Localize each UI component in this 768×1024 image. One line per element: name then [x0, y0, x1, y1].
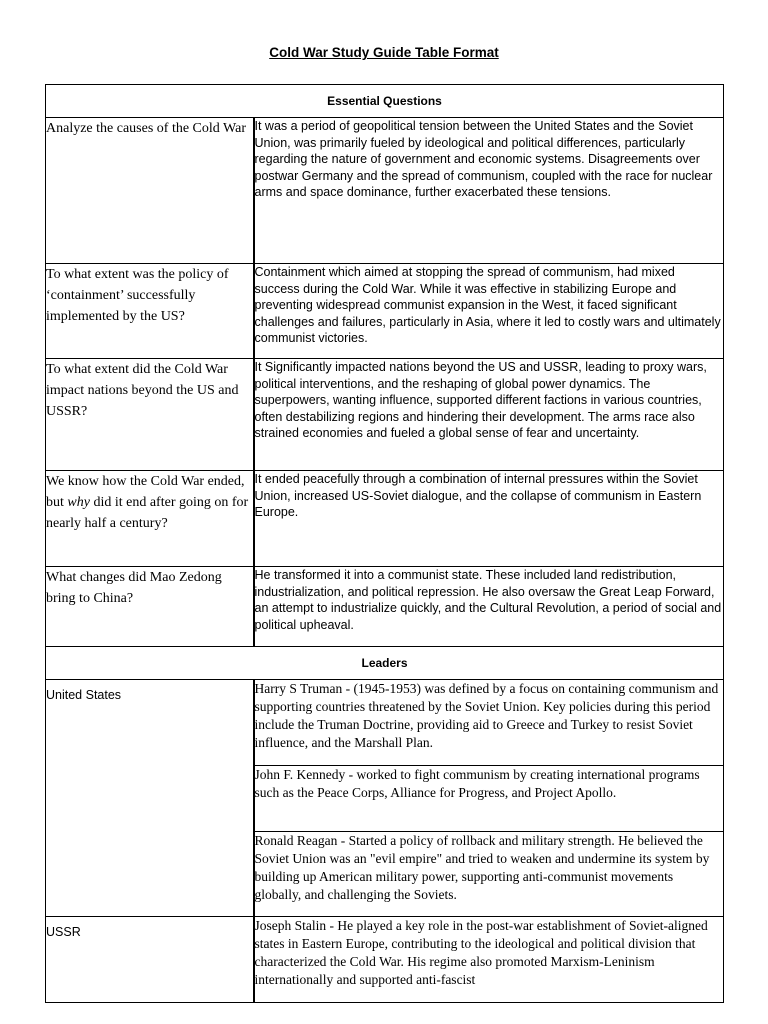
question-text-end: did it end after going on for nearly half a century? — [46, 495, 249, 531]
question-row — [46, 359, 724, 471]
question-row — [46, 118, 724, 264]
answer-cell: He transformed it into a communist state. These included land redistribution, industrialization, and political repression. He also oversaw the Great Leap Forward, an attempt to industrialize quickly, and the Cultural Revolution, a period of social and political upheaval. — [254, 567, 724, 647]
answer-cell: It Significantly impacted nations beyond the US and USSR, leading to proxy wars, political interventions, and the reshaping of global power dynamics. The superpowers, wanting influence, supported different factions in various countries, often destabilizing regions and hindering their development. The arms race also strained economies and fueled a global sense of fear and uncertainty. — [254, 359, 724, 471]
study-guide-table — [45, 84, 724, 1003]
answer-cell: It ended peacefully through a combination of internal pressures within the Soviet Union, increased US-Soviet dialogue, and the collapse of communism in Eastern Europe. — [254, 471, 724, 567]
question-row — [46, 567, 724, 647]
question-cell: Analyze the causes of the Cold War — [46, 118, 254, 264]
leaders-header: Leaders — [46, 647, 724, 680]
country-cell-united-states: United States — [46, 680, 254, 917]
leader-entry: Joseph Stalin - He played a key role in the post-war establishment of Soviet-aligned states in Eastern Europe, contributing to the ideological and political division that characterized the Cold War. His regime also promoted Marxism-Leninism internationally and supported anti-fascist — [254, 917, 724, 1003]
leader-row — [46, 917, 724, 1003]
question-cell — [46, 471, 254, 567]
answer-cell: It was a period of geopolitical tension between the United States and the Soviet Union, was primarily fueled by ideological and political differences, particularly regarding the nature of government and economic systems. Disagreements over postwar Germany and the spread of communism, coupled with the race for nuclear arms and space dominance, further exacerbated these tensions. — [254, 118, 724, 264]
question-cell: To what extent was the policy of ‘containment’ successfully implemented by the US? — [46, 264, 254, 359]
essential-questions-header-row — [46, 85, 724, 118]
question-cell: What changes did Mao Zedong bring to China? — [46, 567, 254, 647]
question-text-start: We know how the Cold War ended, but — [46, 474, 245, 510]
question-text-emphasis: why — [67, 495, 90, 510]
country-cell-ussr: USSR — [46, 917, 254, 1003]
question-row — [46, 264, 724, 359]
leader-row — [46, 680, 724, 766]
essential-questions-header: Essential Questions — [46, 85, 724, 118]
leader-entry: Ronald Reagan - Started a policy of rollback and military strength. He believed the Soviet Union was an "evil empire" and tried to weaken and undermine its system by building up American military power, supporting anti-communist movements globally, and challenging the Soviets. — [254, 832, 724, 917]
answer-cell: Containment which aimed at stopping the spread of communism, had mixed success during the Cold War. While it was effective in stabilizing Europe and preventing widespread communist expansion in the West, it faced significant challenges and failures, particularly in Asia, where it led to costly wars and ultimately communist victories. — [254, 264, 724, 359]
leader-entry: Harry S Truman - (1945-1953) was defined by a focus on containing communism and supporting countries threatened by the Soviet Union. Key policies during this period include the Truman Doctrine, providing aid to Greece and Turkey to resist Soviet influence, and the Marshall Plan. — [254, 680, 724, 766]
document-title: Cold War Study Guide Table Format — [269, 45, 499, 60]
leaders-header-row — [46, 647, 724, 680]
question-cell: To what extent did the Cold War impact nations beyond the US and USSR? — [46, 359, 254, 471]
leader-entry: John F. Kennedy - worked to fight communism by creating international programs such as the Peace Corps, Alliance for Progress, and Project Apollo. — [254, 766, 724, 832]
question-row — [46, 471, 724, 567]
